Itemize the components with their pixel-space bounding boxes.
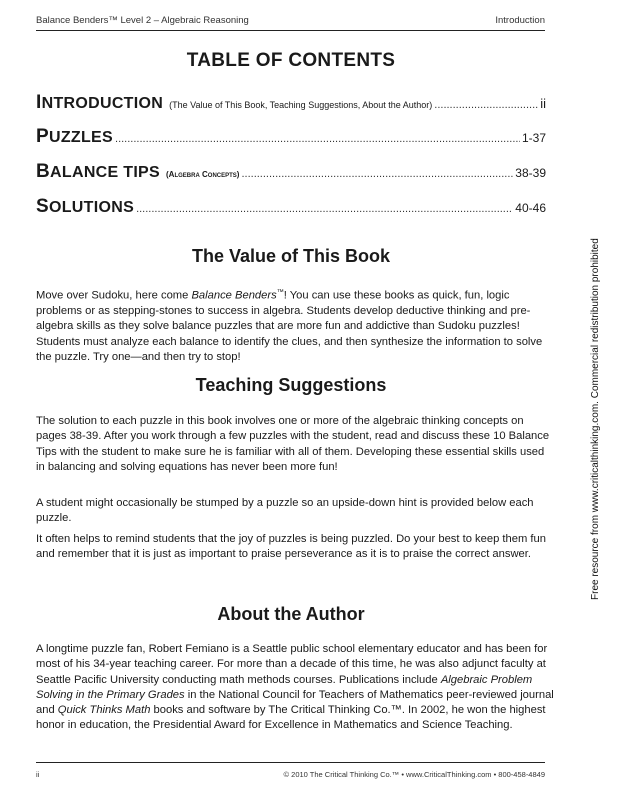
toc-leader-dots: [136, 203, 513, 215]
toc-entry-name: PUZZLES: [36, 126, 114, 147]
header-divider: [36, 30, 545, 31]
toc-entry-page: 40-46: [515, 201, 546, 215]
footer-divider: [36, 762, 545, 763]
header-book-title: Balance Benders™ Level 2 – Algebraic Reasoning: [36, 15, 249, 26]
redistribution-notice: Free resource from www.criticalthinking.com. Commercial redistribution prohibited: [590, 238, 601, 600]
toc-entry-page: ii: [540, 96, 546, 111]
toc-entry-introduction: [36, 92, 546, 114]
teaching-paragraph-2: A student might occasionally be stumped by a puzzle so an upside-down hint is provided below each puzzle.: [36, 497, 534, 525]
teaching-heading: Teaching Suggestions: [195, 375, 387, 395]
page-number: ii: [36, 770, 40, 779]
author-heading: About the Author: [217, 604, 365, 624]
toc-entry-subtitle: (Algebra Concepts): [166, 170, 240, 179]
toc-entry-name: BALANCE TIPS: [36, 161, 161, 182]
toc-leader-dots: [434, 99, 538, 111]
author-paragraph: A longtime puzzle fan, Robert Femiano is a Seattle public school elementary educator and has been for most of his 34-year teaching career. For more than a decade of this time, he was also adjunct faculty at Seattle Pacific University conducting math methods courses. Publications include Algebraic Problem Solving in the Primary Grades in the National Council for Teachers of Mathematics peer-reviewed journal and Quick Thinks Math books and software by The Critical Thinking Co.™. In 2002, he won the highest honor in education, the Presidential Award for Excellence in Mathematics and Science Teaching.: [36, 643, 554, 732]
toc-entry-name: SOLUTIONS: [36, 196, 135, 217]
toc-entry-page: 1-37: [521, 131, 546, 145]
header-section-name: Introduction: [495, 15, 545, 26]
teaching-paragraph-1: The solution to each puzzle in this book involves one or more of the algebraic thinking concepts on pages 38-39. After you work through a few puzzles with the student, read and discuss these 10 Balance Tips with the student to make sure he is familiar with all of them. Developing these essential skills used in balancing and solving equations has never been more fun!: [36, 415, 550, 473]
toc-entry-name: INTRODUCTION: [36, 92, 164, 113]
toc-entry-solutions: [36, 196, 546, 218]
toc-entry-subtitle: (The Value of This Book, Teaching Suggestions, About the Author): [169, 100, 433, 110]
toc-entry-page: 38-39: [515, 166, 546, 180]
value-paragraph: Move over Sudoku, here come Balance Benders™! You can use these books as quick, fun, logic problems or as stepping-stones to success in algebra. Students develop deductive thinking and pre-algebra skills as they solve balance puzzles that are more fun and addictive than Sudoku puzzles! Students must analyze each balance to identify the clues, and then synthesize the information to solve the puzzle. Try one—and then try to stop!: [36, 289, 543, 363]
value-heading: The Value of This Book: [191, 246, 391, 266]
toc-leader-dots: [241, 168, 513, 180]
teaching-paragraph-3: It often helps to remind students that the joy of puzzles is being puzzled. Do your best to keep them fun and remember that it is just as important to praise perseverance as it is to praise the correct answer.: [36, 533, 546, 561]
toc-entry-puzzles: [36, 126, 546, 148]
toc-entry-balance-tips: [36, 161, 546, 183]
toc-title: TABLE OF CONTENTS: [186, 50, 396, 71]
footer-copyright: © 2010 The Critical Thinking Co.™ • www.CriticalThinking.com • 800-458-4849: [283, 770, 545, 779]
toc-leader-dots: [115, 133, 520, 145]
